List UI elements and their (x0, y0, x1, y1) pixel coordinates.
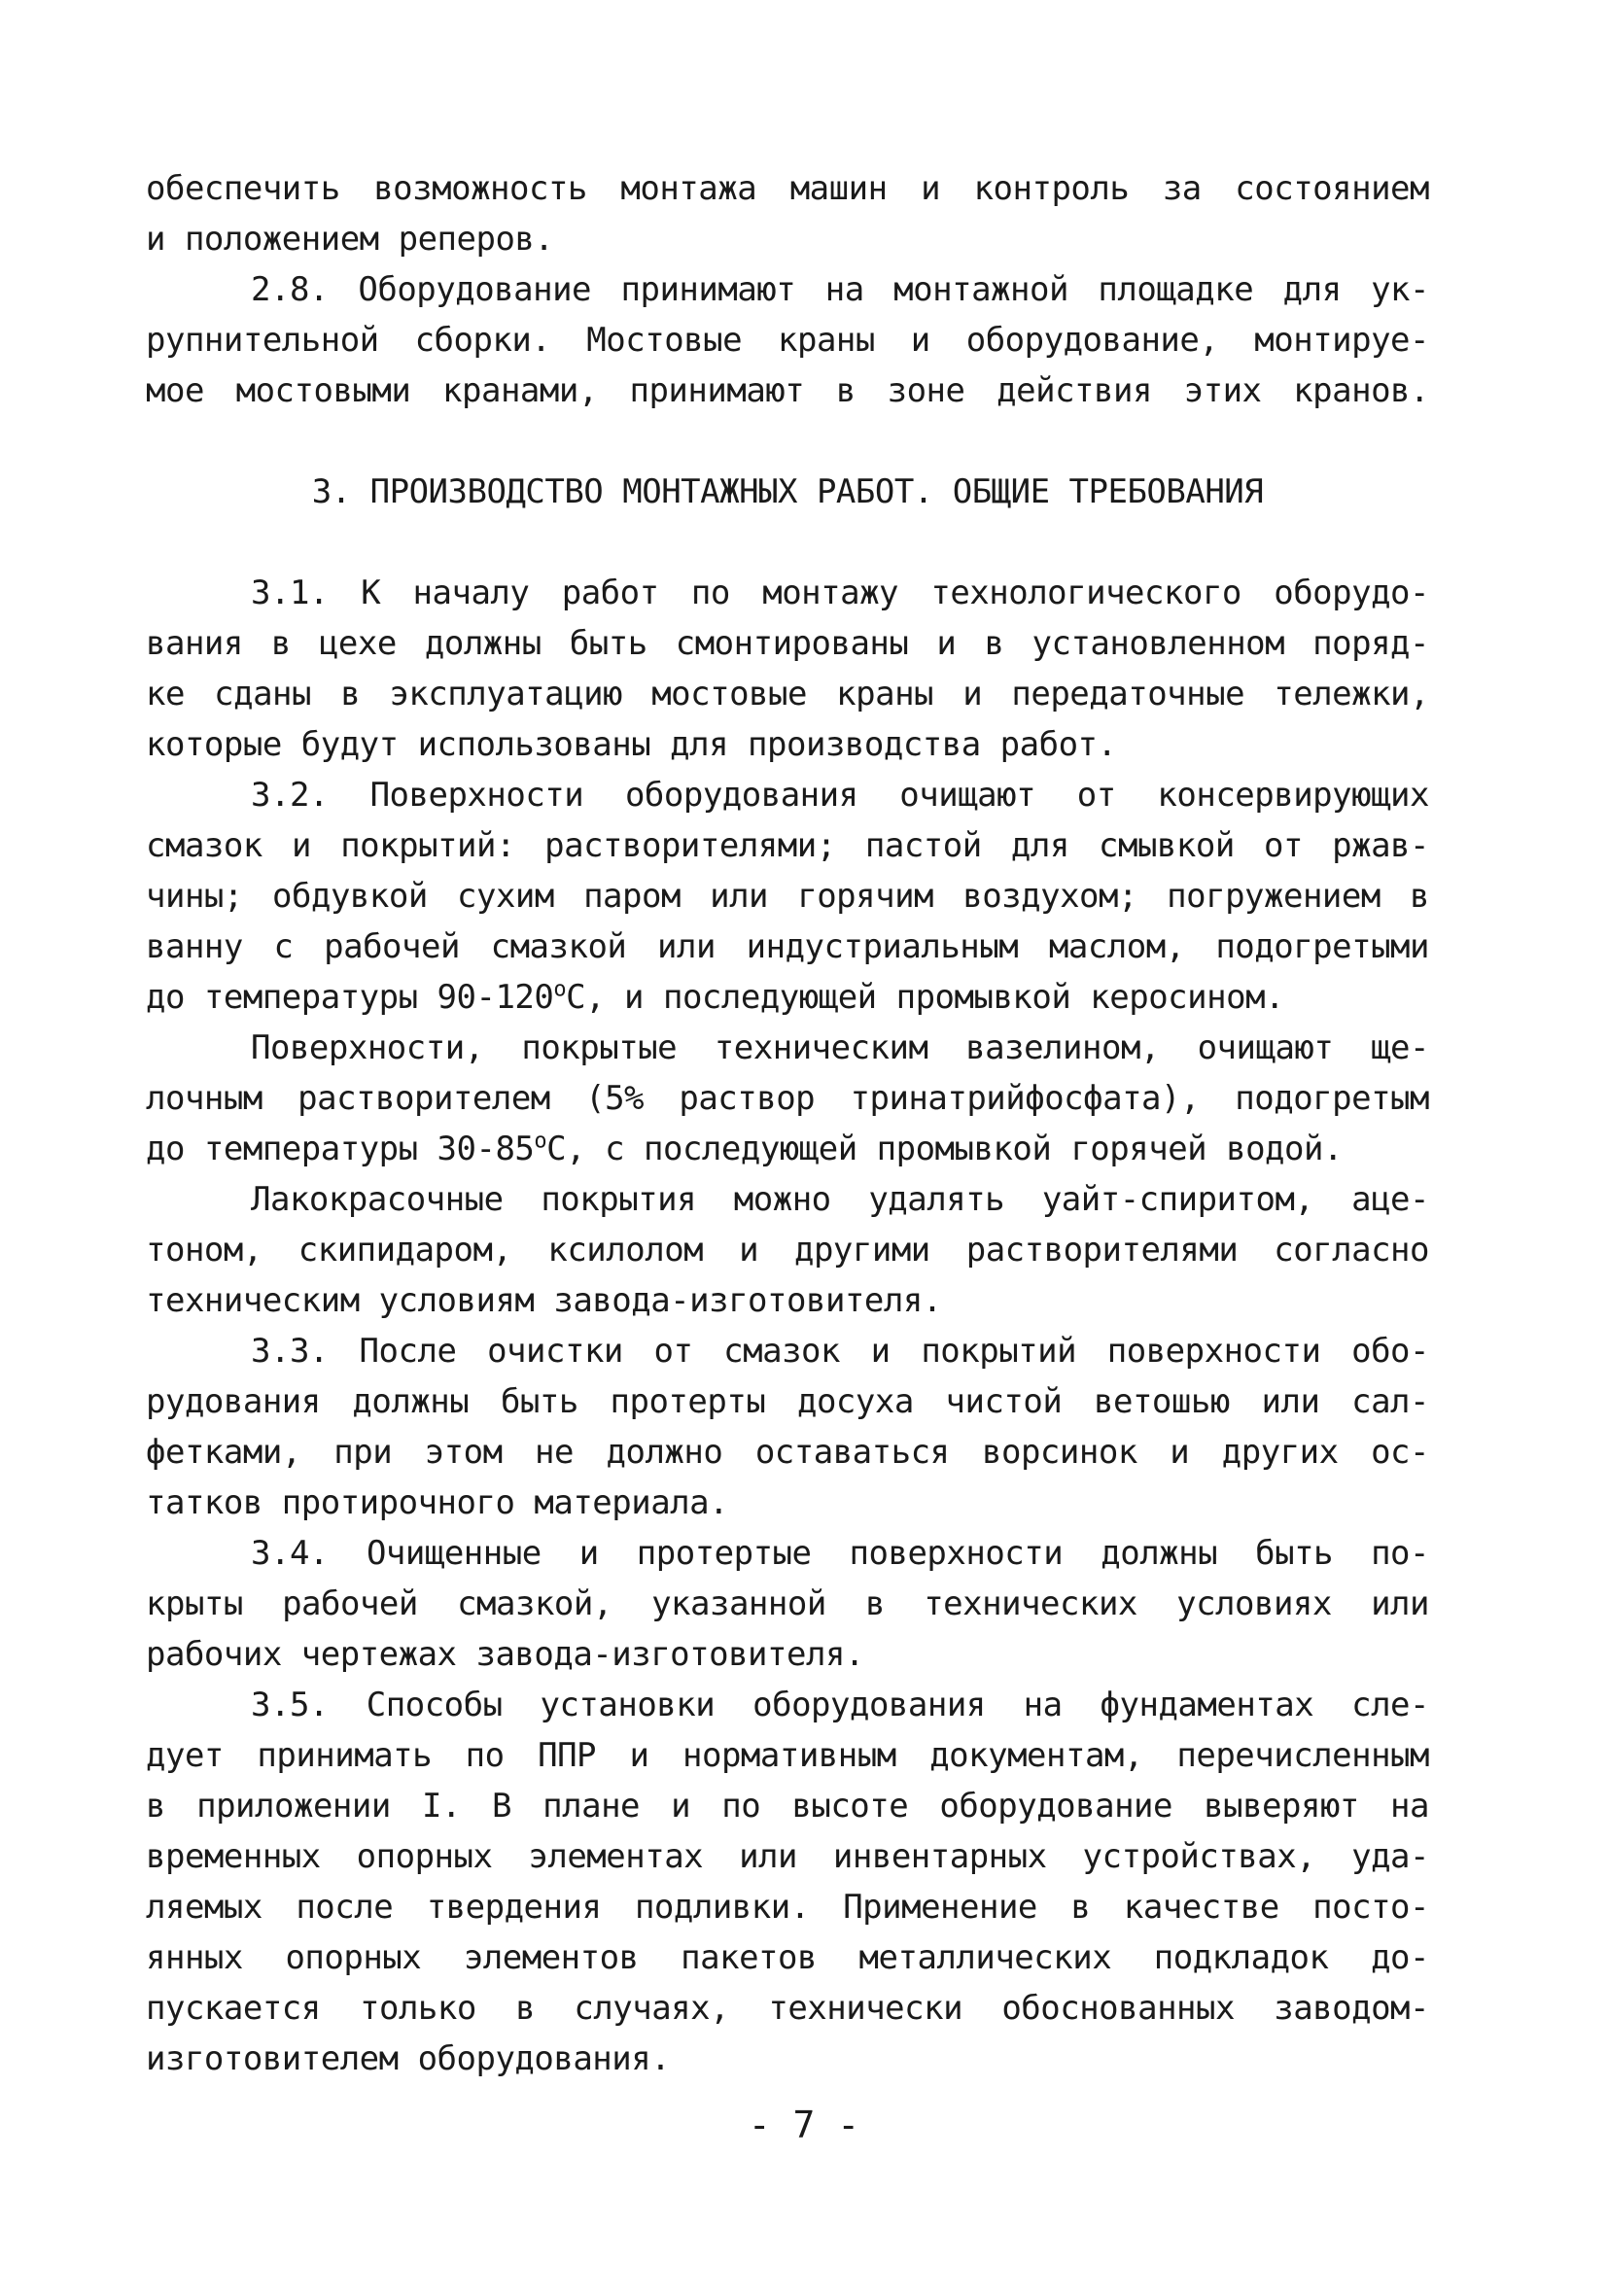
text-line: рабочих чертежах завода-изготовителя. (146, 1635, 864, 1674)
paragraph-lacquer (146, 1174, 1429, 1326)
text-line: мое мостовыми кранами, принимают в зоне действия этих кранов. (146, 371, 1429, 410)
text-line: рудования должны быть протерты досуха чистой ветошью или сал- (146, 1382, 1429, 1421)
text-line: Поверхности, покрытые техническим вазелином, очищают ще- (251, 1028, 1429, 1067)
degree-sign: о (553, 977, 567, 1002)
paragraph-3-3 (146, 1326, 1429, 1528)
text-line: которые будут использованы для производства работ. (146, 725, 1117, 764)
text-line: ляемых после твердения подливки. Применение в качестве посто- (146, 1888, 1429, 1927)
text-line: в приложении I. В плане и по высоте оборудование выверяют на (146, 1787, 1429, 1826)
page-number: - 7 - (748, 2104, 860, 2146)
section-heading: 3. ПРОИЗВОДСТВО МОНТАЖНЫХ РАБОТ. ОБЩИЕ ТРЕБОВАНИЯ (311, 472, 1264, 511)
text-fragment: до температуры 30-85 (146, 1130, 535, 1168)
text-line (146, 972, 1429, 1023)
text-line: лочным растворителем (5% раствор тринатрийфосфата), подогретым (146, 1079, 1429, 1118)
text-line: 3.2. Поверхности оборудования очищают от консервирующих (251, 776, 1429, 815)
text-line: тоном, скипидаром, ксилолом и другими растворителями согласно (146, 1231, 1429, 1270)
paragraph-2-8 (146, 264, 1429, 416)
text-line: 3.3. После очистки от смазок и покрытий поверхности обо- (251, 1332, 1429, 1371)
text-line: фетками, при этом не должно оставаться ворсинок и других ос- (146, 1433, 1429, 1472)
text-line: ванну с рабочей смазкой или индустриальным маслом, подогретыми (146, 927, 1429, 966)
text-line: смазок и покрытий: растворителями; пастой для смывкой от ржав- (146, 826, 1429, 865)
paragraph-3-4 (146, 1528, 1429, 1680)
text-line: 2.8. Оборудование принимают на монтажной площадке для ук- (251, 270, 1429, 309)
text-line: татков протирочного материала. (146, 1483, 729, 1522)
paragraph-3-2 (146, 770, 1429, 1023)
paragraph-intro (146, 163, 1429, 264)
degree-sign: о (534, 1129, 547, 1154)
paragraph-3-5 (146, 1680, 1429, 2084)
text-line: обеспечить возможность монтажа машин и контроль за состоянием (146, 169, 1429, 208)
text-fragment: С, с последующей промывкой горячей водой. (546, 1130, 1343, 1168)
text-line: временных опорных элементах или инвентарных устройствах, уда- (146, 1837, 1429, 1876)
text-line (146, 1124, 1429, 1174)
text-line: пускается только в случаях, технически обоснованных заводом- (146, 1989, 1429, 2028)
text-line: Лакокрасочные покрытия можно удалять уайт-спиритом, аце- (251, 1180, 1429, 1219)
text-line: янных опорных элементов пакетов металлических подкладок до- (146, 1938, 1429, 1977)
text-line: вания в цехе должны быть смонтированы и в установленном поряд- (146, 624, 1429, 663)
text-fragment: С, и последующей промывкой керосином. (566, 978, 1285, 1017)
text-fragment: до температуры 90-120 (146, 978, 554, 1017)
document-page (146, 163, 1429, 2084)
text-line: чины; обдувкой сухим паром или горячим воздухом; погружением в (146, 877, 1429, 916)
text-line: дует принимать по ППР и нормативным документам, перечисленным (146, 1736, 1429, 1775)
text-line: 3.4. Очищенные и протертые поверхности должны быть по- (251, 1534, 1429, 1573)
text-line: техническим условиям завода-изготовителя. (146, 1281, 942, 1320)
text-line: 3.1. К началу работ по монтажу технологического оборудо- (251, 574, 1429, 612)
text-line: рупнительной сборки. Мостовые краны и оборудование, монтируе- (146, 321, 1429, 360)
text-line: 3.5. Способы установки оборудования на фундаментах сле- (251, 1686, 1429, 1724)
text-line: ке сданы в эксплуатацию мостовые краны и передаточные тележки, (146, 675, 1429, 713)
text-line: крыты рабочей смазкой, указанной в технических условиях или (146, 1584, 1429, 1623)
text-line: и положением реперов. (146, 220, 554, 259)
paragraph-3-1 (146, 568, 1429, 770)
text-line: изготовителем оборудования. (146, 2039, 671, 2078)
paragraph-vaseline (146, 1023, 1429, 1174)
